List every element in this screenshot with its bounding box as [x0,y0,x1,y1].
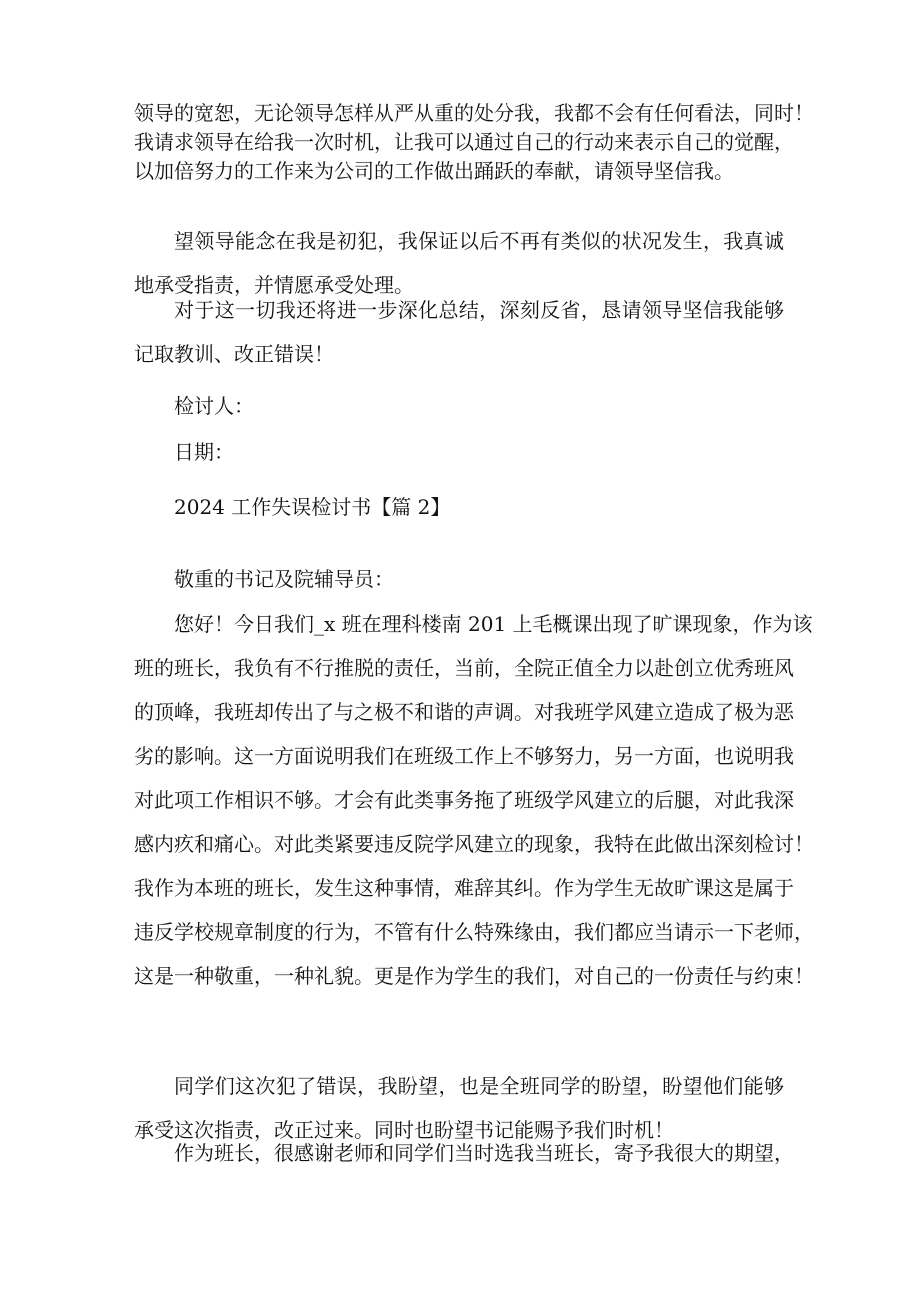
text-line: 班的班长，我负有不行推脱的责任，当前，全院正值全力以赴创立优秀班风 [134,656,794,680]
text-line: 领导的宽恕，无论领导怎样从严从重的处分我，我都不会有任何看法，同时！ [134,101,814,125]
paragraph-reflection [134,288,784,376]
text-line: 我请求领导在给我一次时机，让我可以通过自己的行动来表示自己的觉醒， [134,130,794,154]
text-line: 记取教训、改正错误！ [134,342,334,366]
text-line: 违反学校规章制度的行为，不管有什么特殊缘由，我们都应当请示一下老师， [134,920,814,944]
paragraph-incident [134,602,814,998]
text-line: 日期： [174,440,234,464]
text-line: 劣的影响。这一方面说明我们在班级工作上不够努力，另一方面，也说明我 [134,744,794,768]
text-line: 对此项工作相识不够。才会有此类事务拖了班级学风建立的后腿，对此我深 [134,788,794,812]
signer-label [134,384,784,428]
text-line: 对于这一切我还将进一步深化总结，深刻反省，恳请领导坚信我能够 [174,298,784,322]
text-line: 以加倍努力的工作来为公司的工作做出踊跃的奉献，请领导坚信我。 [134,159,734,183]
paragraph-monitor [134,1131,794,1175]
text-line: 检讨人： [174,394,254,418]
text-line: 2024 工作失误检讨书【篇 2】 [174,495,451,519]
text-line: 同学们这次犯了错误，我盼望，也是全班同学的盼望，盼望他们能够 [174,1074,784,1098]
text-line: 的顶峰，我班却传出了与之极不和谐的声调。对我班学风建立造成了极为恶 [134,700,794,724]
text-line: 敬重的书记及院辅导员： [174,567,394,591]
text-line: 作为班长，很感谢老师和同学们当时选我当班长，寄予我很大的期望， [174,1141,794,1165]
text-line: 我作为本班的班长，发生这种事情，难辞其纠。作为学生无故旷课这是属于 [134,876,794,900]
text-line: 承受这次指责，改正过来。同时也盼望书记能赐予我们时机！ [134,1118,674,1142]
text-line: 感内疚和痛心。对此类紧要违反院学风建立的现象，我特在此做出深刻检讨！ [134,832,814,856]
paragraph-apology-continued [134,99,814,186]
text-line: 您好！今日我们_x 班在理科楼南 201 上毛概课出现了旷课现象，作为该 [174,612,813,636]
section-title [134,485,784,529]
text-line: 这是一种敬重，一种礼貌。更是作为学生的我们，对自己的一份责任与约束！ [134,964,814,988]
greeting [134,557,784,601]
date-label [134,430,784,474]
text-line: 地承受指责，并情愿承受处理。 [134,273,414,297]
text-line: 望领导能念在我是初犯，我保证以后不再有类似的状况发生，我真诚 [174,229,784,253]
